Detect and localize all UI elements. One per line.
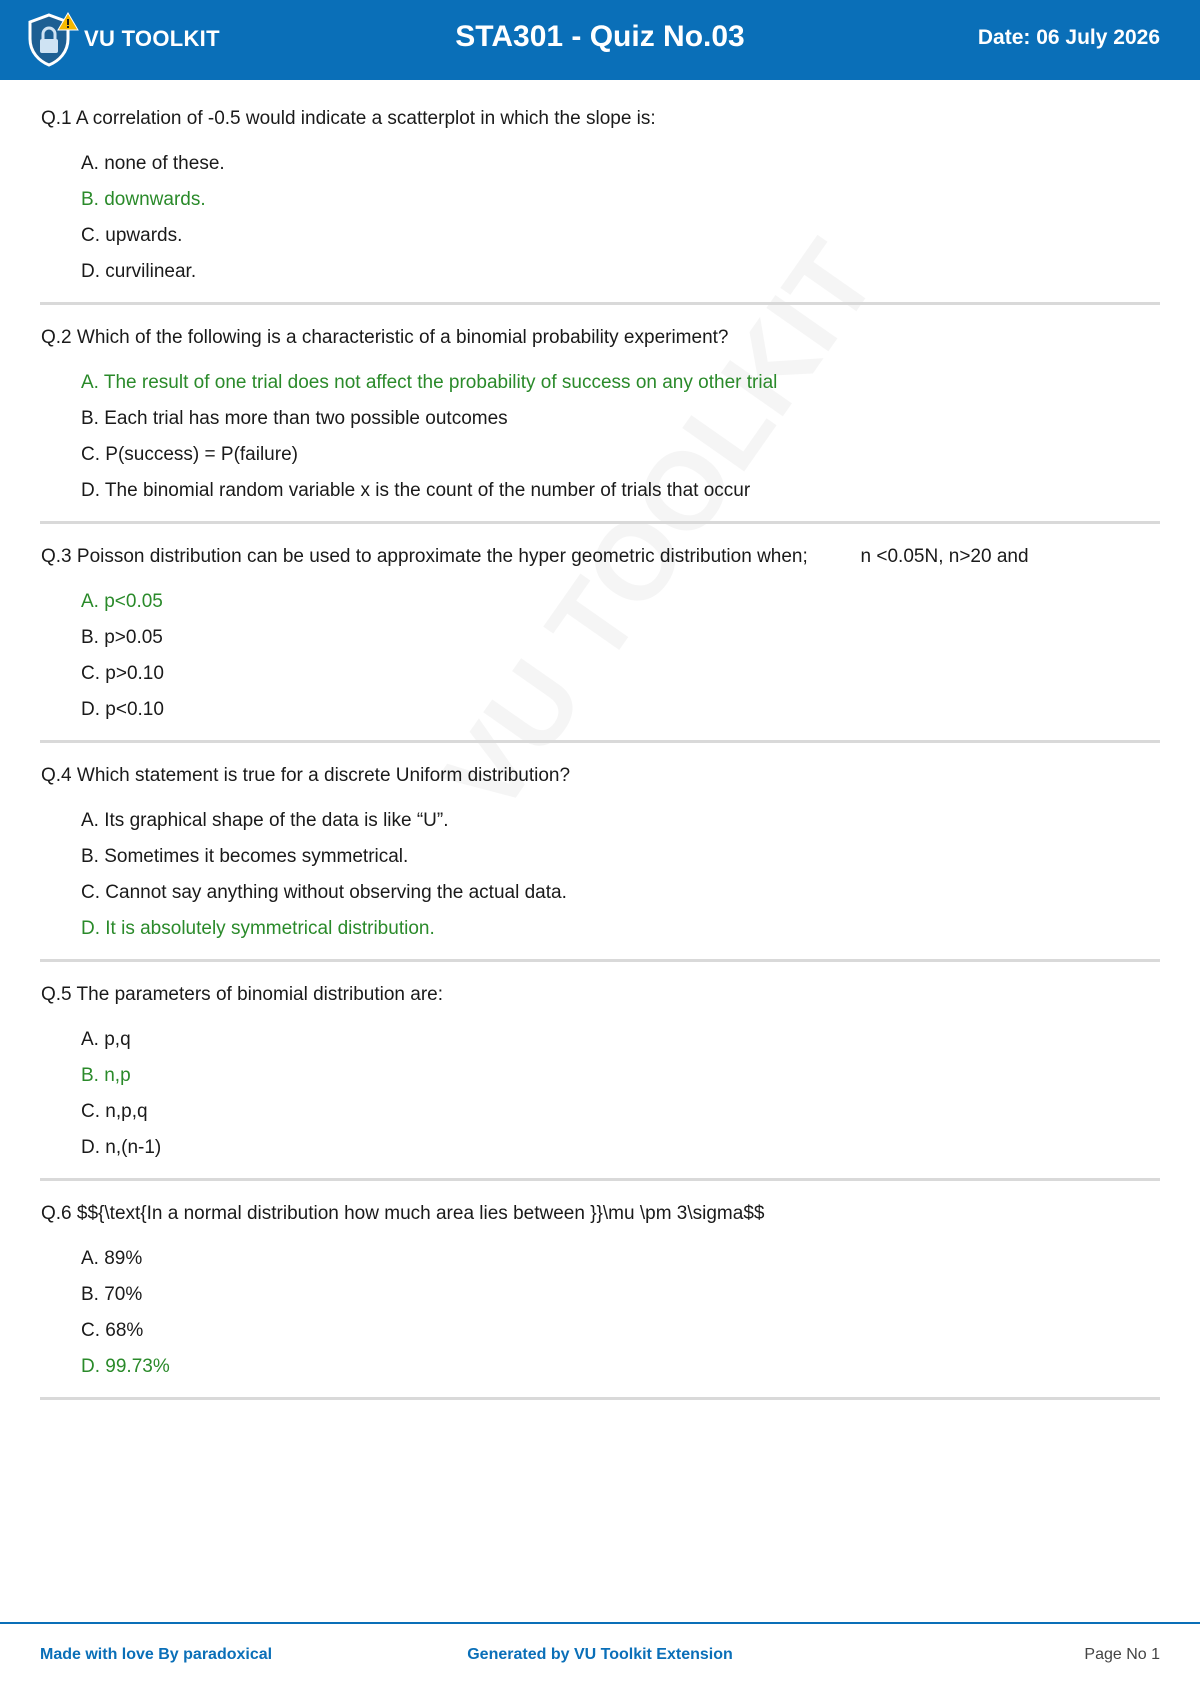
- option: C. P(success) = P(failure): [81, 444, 298, 465]
- option: D. curvilinear.: [81, 261, 197, 282]
- question-divider: [40, 740, 1160, 743]
- option: B. p>0.05: [81, 627, 163, 648]
- option: C. 68%: [81, 1320, 144, 1341]
- question-block: [40, 323, 1160, 524]
- question-text: Q.6 $${\text{In a normal distribution how much area lies between }}\mu \pm 3\sigma$$: [41, 1203, 765, 1224]
- option: C. upwards.: [81, 225, 183, 246]
- option-correct: A. The result of one trial does not affect the probability of success on any other trial: [81, 372, 778, 393]
- option-correct: B. downwards.: [81, 189, 206, 210]
- page-header: [0, 0, 1200, 80]
- questions-list: [40, 104, 1160, 1418]
- option: D. The binomial random variable x is the count of the number of trials that occur: [81, 480, 751, 501]
- question-divider: [40, 959, 1160, 962]
- question-divider: [40, 302, 1160, 305]
- question-block: [40, 1199, 1160, 1400]
- question-text: Q.1 A correlation of -0.5 would indicate a scatterplot in which the slope is:: [41, 108, 656, 129]
- options-list: [40, 584, 1160, 728]
- option: C. Cannot say anything without observing the actual data.: [81, 882, 567, 903]
- option-correct: D. It is absolutely symmetrical distribution.: [81, 918, 435, 939]
- quiz-title: STA301 - Quiz No.03: [455, 20, 745, 53]
- option-correct: D. 99.73%: [81, 1356, 170, 1377]
- question-block: [40, 980, 1160, 1181]
- option: C. n,p,q: [81, 1101, 148, 1122]
- question-text: Q.2 Which of the following is a characteristic of a binomial probability experiment?: [41, 327, 729, 348]
- options-list: [40, 1022, 1160, 1166]
- option: A. none of these.: [81, 153, 225, 174]
- footer-divider: [0, 1622, 1200, 1624]
- option: D. p<0.10: [81, 699, 164, 720]
- question-text: Q.5 The parameters of binomial distribution are:: [41, 984, 444, 1005]
- options-list: [40, 365, 1160, 509]
- question-divider: [40, 521, 1160, 524]
- footer-credit: Made with love By paradoxical: [40, 1646, 273, 1663]
- question-divider: [40, 1178, 1160, 1181]
- option: A. Its graphical shape of the data is like “U”.: [81, 810, 449, 831]
- option: B. 70%: [81, 1284, 143, 1305]
- options-list: [40, 146, 1160, 290]
- question-text: Q.3 Poisson distribution can be used to approximate the hyper geometric distribution when; n <0.05N, n>20 and: [41, 546, 1029, 567]
- option: A. 89%: [81, 1248, 143, 1269]
- option: B. Each trial has more than two possible outcomes: [81, 408, 508, 429]
- option: B. Sometimes it becomes symmetrical.: [81, 846, 409, 867]
- option: A. p,q: [81, 1029, 131, 1050]
- question-text: Q.4 Which statement is true for a discrete Uniform distribution?: [41, 765, 571, 786]
- question-block: [40, 104, 1160, 305]
- quiz-date: Date: 06 July 2026: [977, 26, 1160, 49]
- options-list: [40, 803, 1160, 947]
- option: C. p>0.10: [81, 663, 164, 684]
- option-correct: A. p<0.05: [81, 591, 163, 612]
- question-divider: [40, 1397, 1160, 1400]
- brand-name: VU TOOLKIT: [84, 26, 220, 51]
- options-list: [40, 1241, 1160, 1385]
- question-block: [40, 761, 1160, 962]
- footer-generator: Generated by VU Toolkit Extension: [467, 1646, 733, 1663]
- option: D. n,(n-1): [81, 1137, 162, 1158]
- question-block: [40, 542, 1160, 743]
- page-number: Page No 1: [1084, 1646, 1160, 1663]
- option-correct: B. n,p: [81, 1065, 131, 1086]
